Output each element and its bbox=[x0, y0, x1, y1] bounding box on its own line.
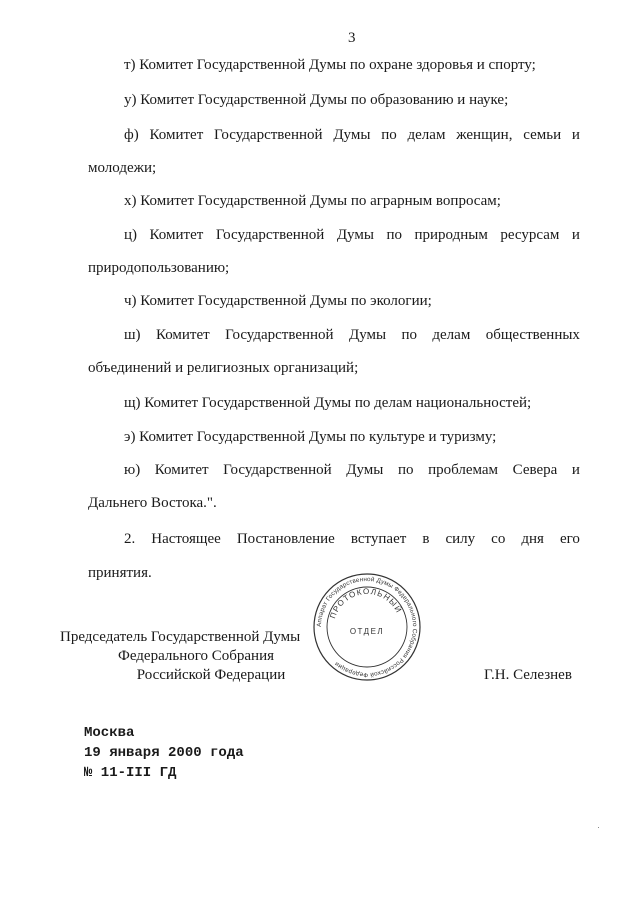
word: ресурсам bbox=[500, 227, 560, 243]
place: Москва bbox=[84, 725, 135, 741]
word: дня bbox=[521, 531, 544, 547]
item-yu bbox=[124, 461, 580, 479]
document-number: № 11-III ГД bbox=[84, 765, 177, 781]
page-number: 3 bbox=[348, 30, 356, 46]
word: и bbox=[571, 127, 580, 143]
date: 19 января 2000 года bbox=[84, 745, 244, 761]
item-shch: щ) Комитет Государственной Думы по делам национальностей; bbox=[124, 395, 532, 411]
word: семьи bbox=[523, 127, 562, 143]
word: Комитет bbox=[154, 462, 209, 478]
word: Комитет bbox=[149, 127, 204, 143]
word: вступает bbox=[350, 531, 407, 547]
word: Государственной bbox=[223, 462, 332, 478]
item-ts bbox=[124, 226, 580, 244]
item-yu-continuation: Дальнего Востока.". bbox=[88, 495, 217, 511]
seal-center-text: ОТДЕЛ bbox=[349, 627, 385, 636]
word: ю) bbox=[124, 462, 141, 478]
word: по bbox=[397, 462, 414, 478]
signature-title-line-2: Федерального Собрания bbox=[117, 648, 275, 664]
word: делам bbox=[432, 327, 471, 343]
word: природным bbox=[414, 227, 488, 243]
item-sh-continuation: объединений и религиозных организаций; bbox=[88, 360, 359, 376]
round-seal-stamp bbox=[312, 572, 422, 682]
word: Комитет bbox=[155, 327, 210, 343]
word: Севера bbox=[512, 462, 558, 478]
item-sh bbox=[124, 326, 580, 344]
signature-title-line-3: Российской Федерации bbox=[136, 667, 286, 683]
item-ch: ч) Комитет Государственной Думы по экологии; bbox=[124, 293, 432, 309]
signatory-name: Г.Н. Селезнев bbox=[484, 667, 572, 683]
word: делам bbox=[407, 127, 446, 143]
item-ts-continuation: природопользованию; bbox=[88, 260, 230, 276]
word: его bbox=[559, 531, 580, 547]
scan-speck bbox=[598, 827, 599, 828]
paragraph-2 bbox=[124, 530, 580, 548]
seal-inner-ring-text: ПРОТОКОЛЬНЫЙ bbox=[328, 586, 404, 620]
word: проблемам bbox=[428, 462, 499, 478]
word: общественных bbox=[485, 327, 580, 343]
signature-title-line-1: Председатель Государственной Думы bbox=[60, 629, 301, 645]
item-kh: х) Комитет Государственной Думы по аграрным вопросам; bbox=[124, 193, 501, 209]
word: Постановление bbox=[236, 531, 335, 547]
word: и bbox=[571, 462, 580, 478]
word: и bbox=[571, 227, 580, 243]
word: ф) bbox=[124, 127, 139, 143]
paragraph-2-continuation: принятия. bbox=[88, 565, 152, 581]
word: Настоящее bbox=[151, 531, 221, 547]
word: по bbox=[401, 327, 417, 343]
word: по bbox=[381, 127, 397, 143]
word: Думы bbox=[348, 327, 387, 343]
word: Думы bbox=[333, 127, 371, 143]
item-e: э) Комитет Государственной Думы по культуре и туризму; bbox=[124, 429, 497, 445]
item-t: т) Комитет Государственной Думы по охране здоровья и спорту; bbox=[124, 57, 536, 73]
word: Государственной bbox=[215, 227, 325, 243]
word: в bbox=[422, 531, 430, 547]
item-f-continuation: молодежи; bbox=[88, 160, 157, 176]
word: Думы bbox=[346, 462, 384, 478]
item-f bbox=[124, 126, 580, 144]
word: Комитет bbox=[149, 227, 204, 243]
word: 2. bbox=[124, 531, 136, 547]
word: Государственной bbox=[225, 327, 334, 343]
word: со bbox=[491, 531, 506, 547]
word: силу bbox=[445, 531, 476, 547]
item-u: у) Комитет Государственной Думы по образованию и науке; bbox=[124, 92, 509, 108]
word: ц) bbox=[124, 227, 138, 243]
word: Государственной bbox=[214, 127, 323, 143]
seal-outer-ring-text: Аппарат Государственной Думы Федерального Собрания Российской Федерации bbox=[315, 575, 419, 679]
word: ш) bbox=[124, 327, 141, 343]
word: женщин, bbox=[456, 127, 513, 143]
word: по bbox=[386, 227, 402, 243]
word: Думы bbox=[336, 227, 374, 243]
